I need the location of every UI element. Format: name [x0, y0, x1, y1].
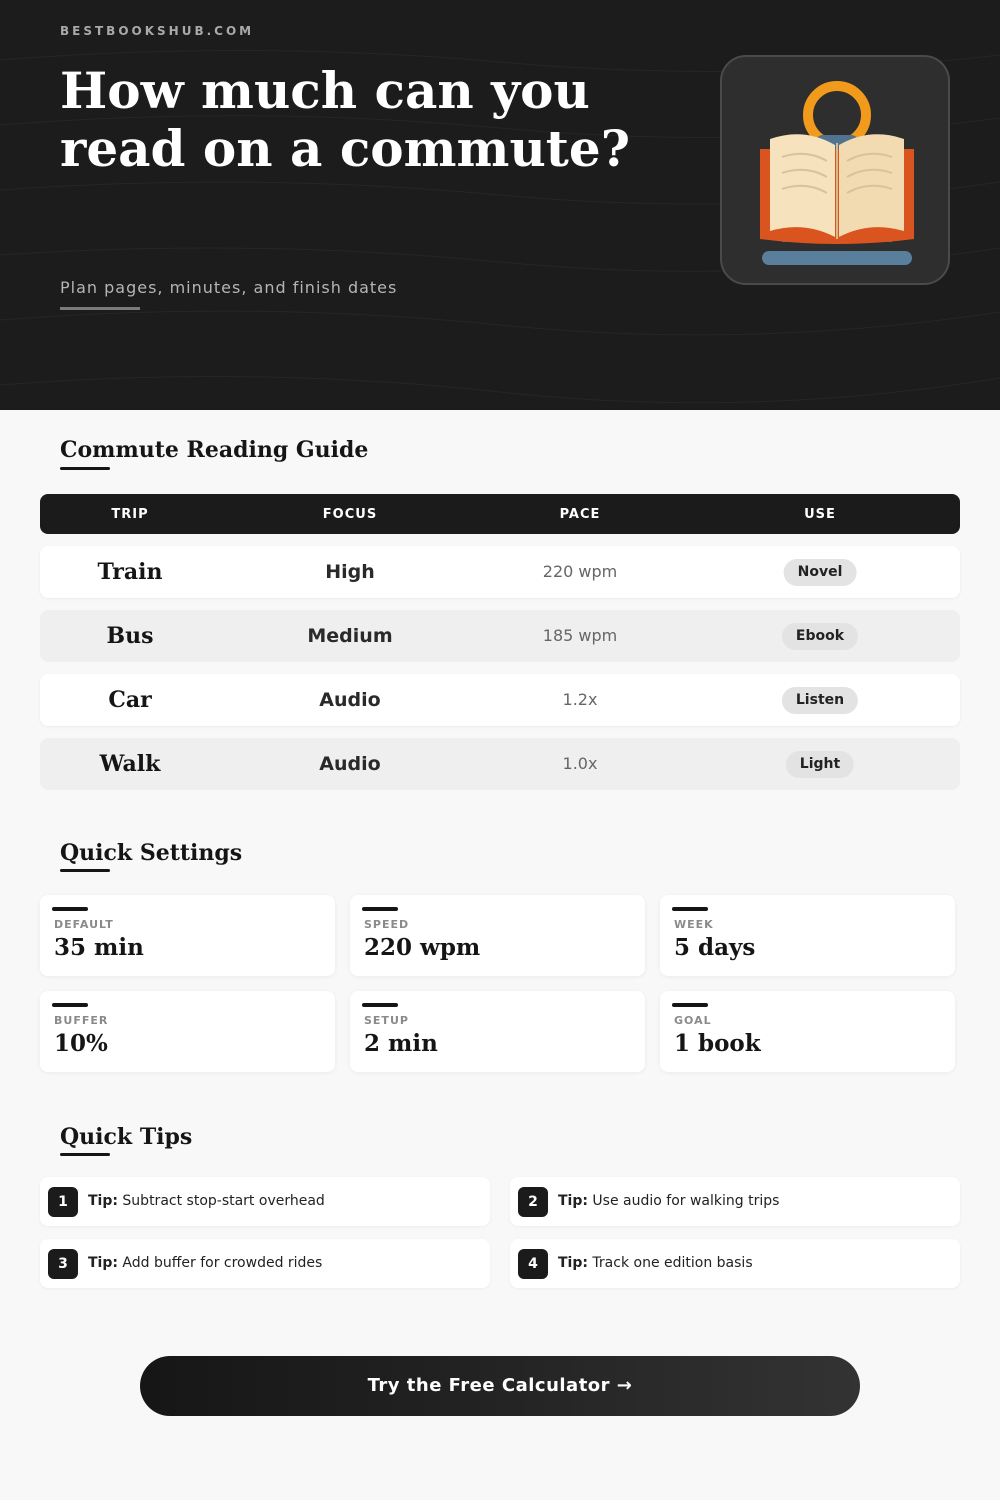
setting-value: 10% [54, 1030, 108, 1057]
tip-item [40, 1177, 490, 1226]
page-subtitle: Plan pages, minutes, and finish dates [60, 278, 398, 297]
tip-item [510, 1177, 960, 1226]
book-lantern-icon [720, 55, 950, 285]
use-badge: Novel [784, 559, 857, 586]
table-row [40, 546, 960, 598]
tip-prefix: Tip: [88, 1255, 118, 1271]
tip-prefix: Tip: [558, 1193, 588, 1209]
tip-body: Use audio for walking trips [592, 1193, 780, 1209]
tip-body: Track one edition basis [592, 1255, 753, 1271]
guide-section-title: Commute Reading Guide [60, 437, 369, 463]
table-row [40, 610, 960, 662]
use-badge: Light [786, 751, 854, 778]
trip-cell: Walk [99, 751, 161, 777]
subtitle-underline [60, 307, 140, 310]
settings-section-title: Quick Settings [60, 840, 243, 866]
setting-label: BUFFER [54, 1014, 109, 1027]
use-badge: Listen [782, 687, 858, 714]
pace-cell: 1.2x [562, 690, 598, 709]
setting-card-week [660, 895, 955, 976]
card-accent-bar [52, 907, 88, 911]
setting-card-setup [350, 991, 645, 1072]
setting-card-speed [350, 895, 645, 976]
column-header-trip: TRIP [111, 507, 149, 522]
card-accent-bar [362, 907, 398, 911]
table-row [40, 738, 960, 790]
pace-cell: 1.0x [562, 754, 598, 773]
setting-value: 35 min [54, 934, 144, 961]
tips-title-underline [60, 1153, 110, 1156]
trip-cell: Bus [106, 623, 154, 649]
hero-banner [0, 0, 1000, 410]
column-header-pace: PACE [559, 507, 601, 522]
guide-title-underline [60, 467, 110, 470]
tip-item [510, 1239, 960, 1288]
tip-text [558, 1177, 779, 1226]
setting-value: 5 days [674, 934, 756, 961]
pace-cell: 185 wpm [542, 626, 618, 645]
setting-card-default [40, 895, 335, 976]
trip-cell: Train [97, 559, 163, 585]
setting-label: SETUP [364, 1014, 409, 1027]
tip-item [40, 1239, 490, 1288]
card-accent-bar [52, 1003, 88, 1007]
focus-cell: Audio [319, 753, 381, 775]
focus-cell: Audio [319, 689, 381, 711]
tip-number-badge: 2 [518, 1187, 548, 1217]
tip-prefix: Tip: [88, 1193, 118, 1209]
tip-text [88, 1239, 322, 1288]
focus-cell: Medium [307, 625, 393, 647]
setting-value: 2 min [364, 1030, 438, 1057]
setting-label: SPEED [364, 918, 410, 931]
setting-label: WEEK [674, 918, 714, 931]
card-accent-bar [672, 907, 708, 911]
setting-label: GOAL [674, 1014, 712, 1027]
column-header-use: USE [804, 507, 836, 522]
use-badge: Ebook [782, 623, 858, 650]
tip-prefix: Tip: [558, 1255, 588, 1271]
setting-card-buffer [40, 991, 335, 1072]
pace-cell: 220 wpm [542, 562, 618, 581]
setting-card-goal [660, 991, 955, 1072]
settings-title-underline [60, 869, 110, 872]
tip-body: Subtract stop-start overhead [122, 1193, 325, 1209]
tip-number-badge: 4 [518, 1249, 548, 1279]
guide-table-header [40, 494, 960, 534]
free-calculator-button[interactable]: Try the Free Calculator → [140, 1356, 860, 1416]
tip-text [558, 1239, 753, 1288]
card-accent-bar [672, 1003, 708, 1007]
tips-section-title: Quick Tips [60, 1124, 193, 1150]
page-title: How much can you read on a commute? [60, 61, 630, 178]
trip-cell: Car [108, 687, 152, 713]
table-row [40, 674, 960, 726]
tip-number-badge: 3 [48, 1249, 78, 1279]
card-accent-bar [362, 1003, 398, 1007]
brand-name: BESTBOOKSHUB.COM [60, 24, 255, 38]
setting-value: 220 wpm [364, 934, 481, 961]
setting-value: 1 book [674, 1030, 761, 1057]
column-header-focus: FOCUS [322, 507, 378, 522]
focus-cell: High [325, 561, 375, 583]
tip-number-badge: 1 [48, 1187, 78, 1217]
tip-body: Add buffer for crowded rides [122, 1255, 323, 1271]
tip-text [88, 1177, 325, 1226]
setting-label: DEFAULT [54, 918, 114, 931]
